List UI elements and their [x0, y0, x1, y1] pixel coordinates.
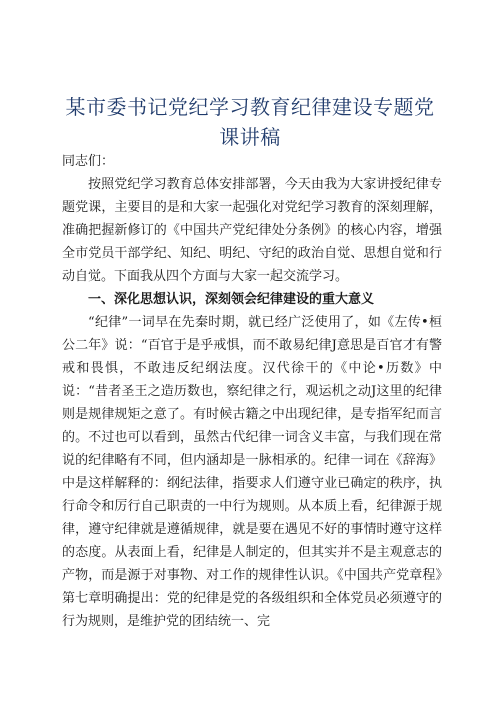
- salutation: 同志们：: [62, 154, 115, 169]
- section-paragraph: “纪律”一词早在先秦时期，就已经广泛使用了，如《左传•桓公二年》说：“百官于是乎戒惧，而不敢易纪律J意思是百官才有警戒和畏惧，不敢违反纪纲法度。汉代徐干的《中论•历数》中说：“昔者圣王之造历数也，察纪律之行，观运机之动J这里的纪律则是规律规矩之意了。有时候古籍之中出现纪律，是专指军纪而言的。不过也可以看到，虽然古代纪律一词含义丰富，与我们现在常说的纪律略有不同，但内涵却是一脉相承的。纪律一词在《辞海》中是这样解释的：纲纪法律，指要求人们遵守业已确定的秩序，执行命令和厉行自己职责的一中行为规则。从本质上看，纪律源于规律，遵守纪律就是遵循规律，就是要在遇见不好的事情时遵守这样的态度。从表面上看，纪律是人制定的，但其实并不是主观意志的产物，而是源于对事物、对工作的规律性认识。《中国共产党章程》第七章明确提出：党的纪律是党的各级组织和全体党员必须遵守的行为规则，是维护党的团结统一、完: [62, 315, 442, 629]
- document-body: [62, 150, 442, 633]
- intro-paragraph: 按照党纪学习教育总体安排部署，今天由我为大家讲授纪律专题党课，主要目的是和大家一起强化对党纪学习教育的深刻理解，准确把握新修订的《中国共产党纪律处分条例》的核心内容，增强全市党员干部学纪、知纪、明纪、守纪的政治自觉、思想自觉和行动自觉。下面我从四个方面与大家一起交流学习。: [62, 177, 442, 284]
- section-heading: 一、深化思想认识，深刻领会纪律建设的重大意义: [88, 292, 375, 307]
- document-title: 某市委书记党纪学习教育纪律建设专题党课讲稿: [65, 95, 435, 149]
